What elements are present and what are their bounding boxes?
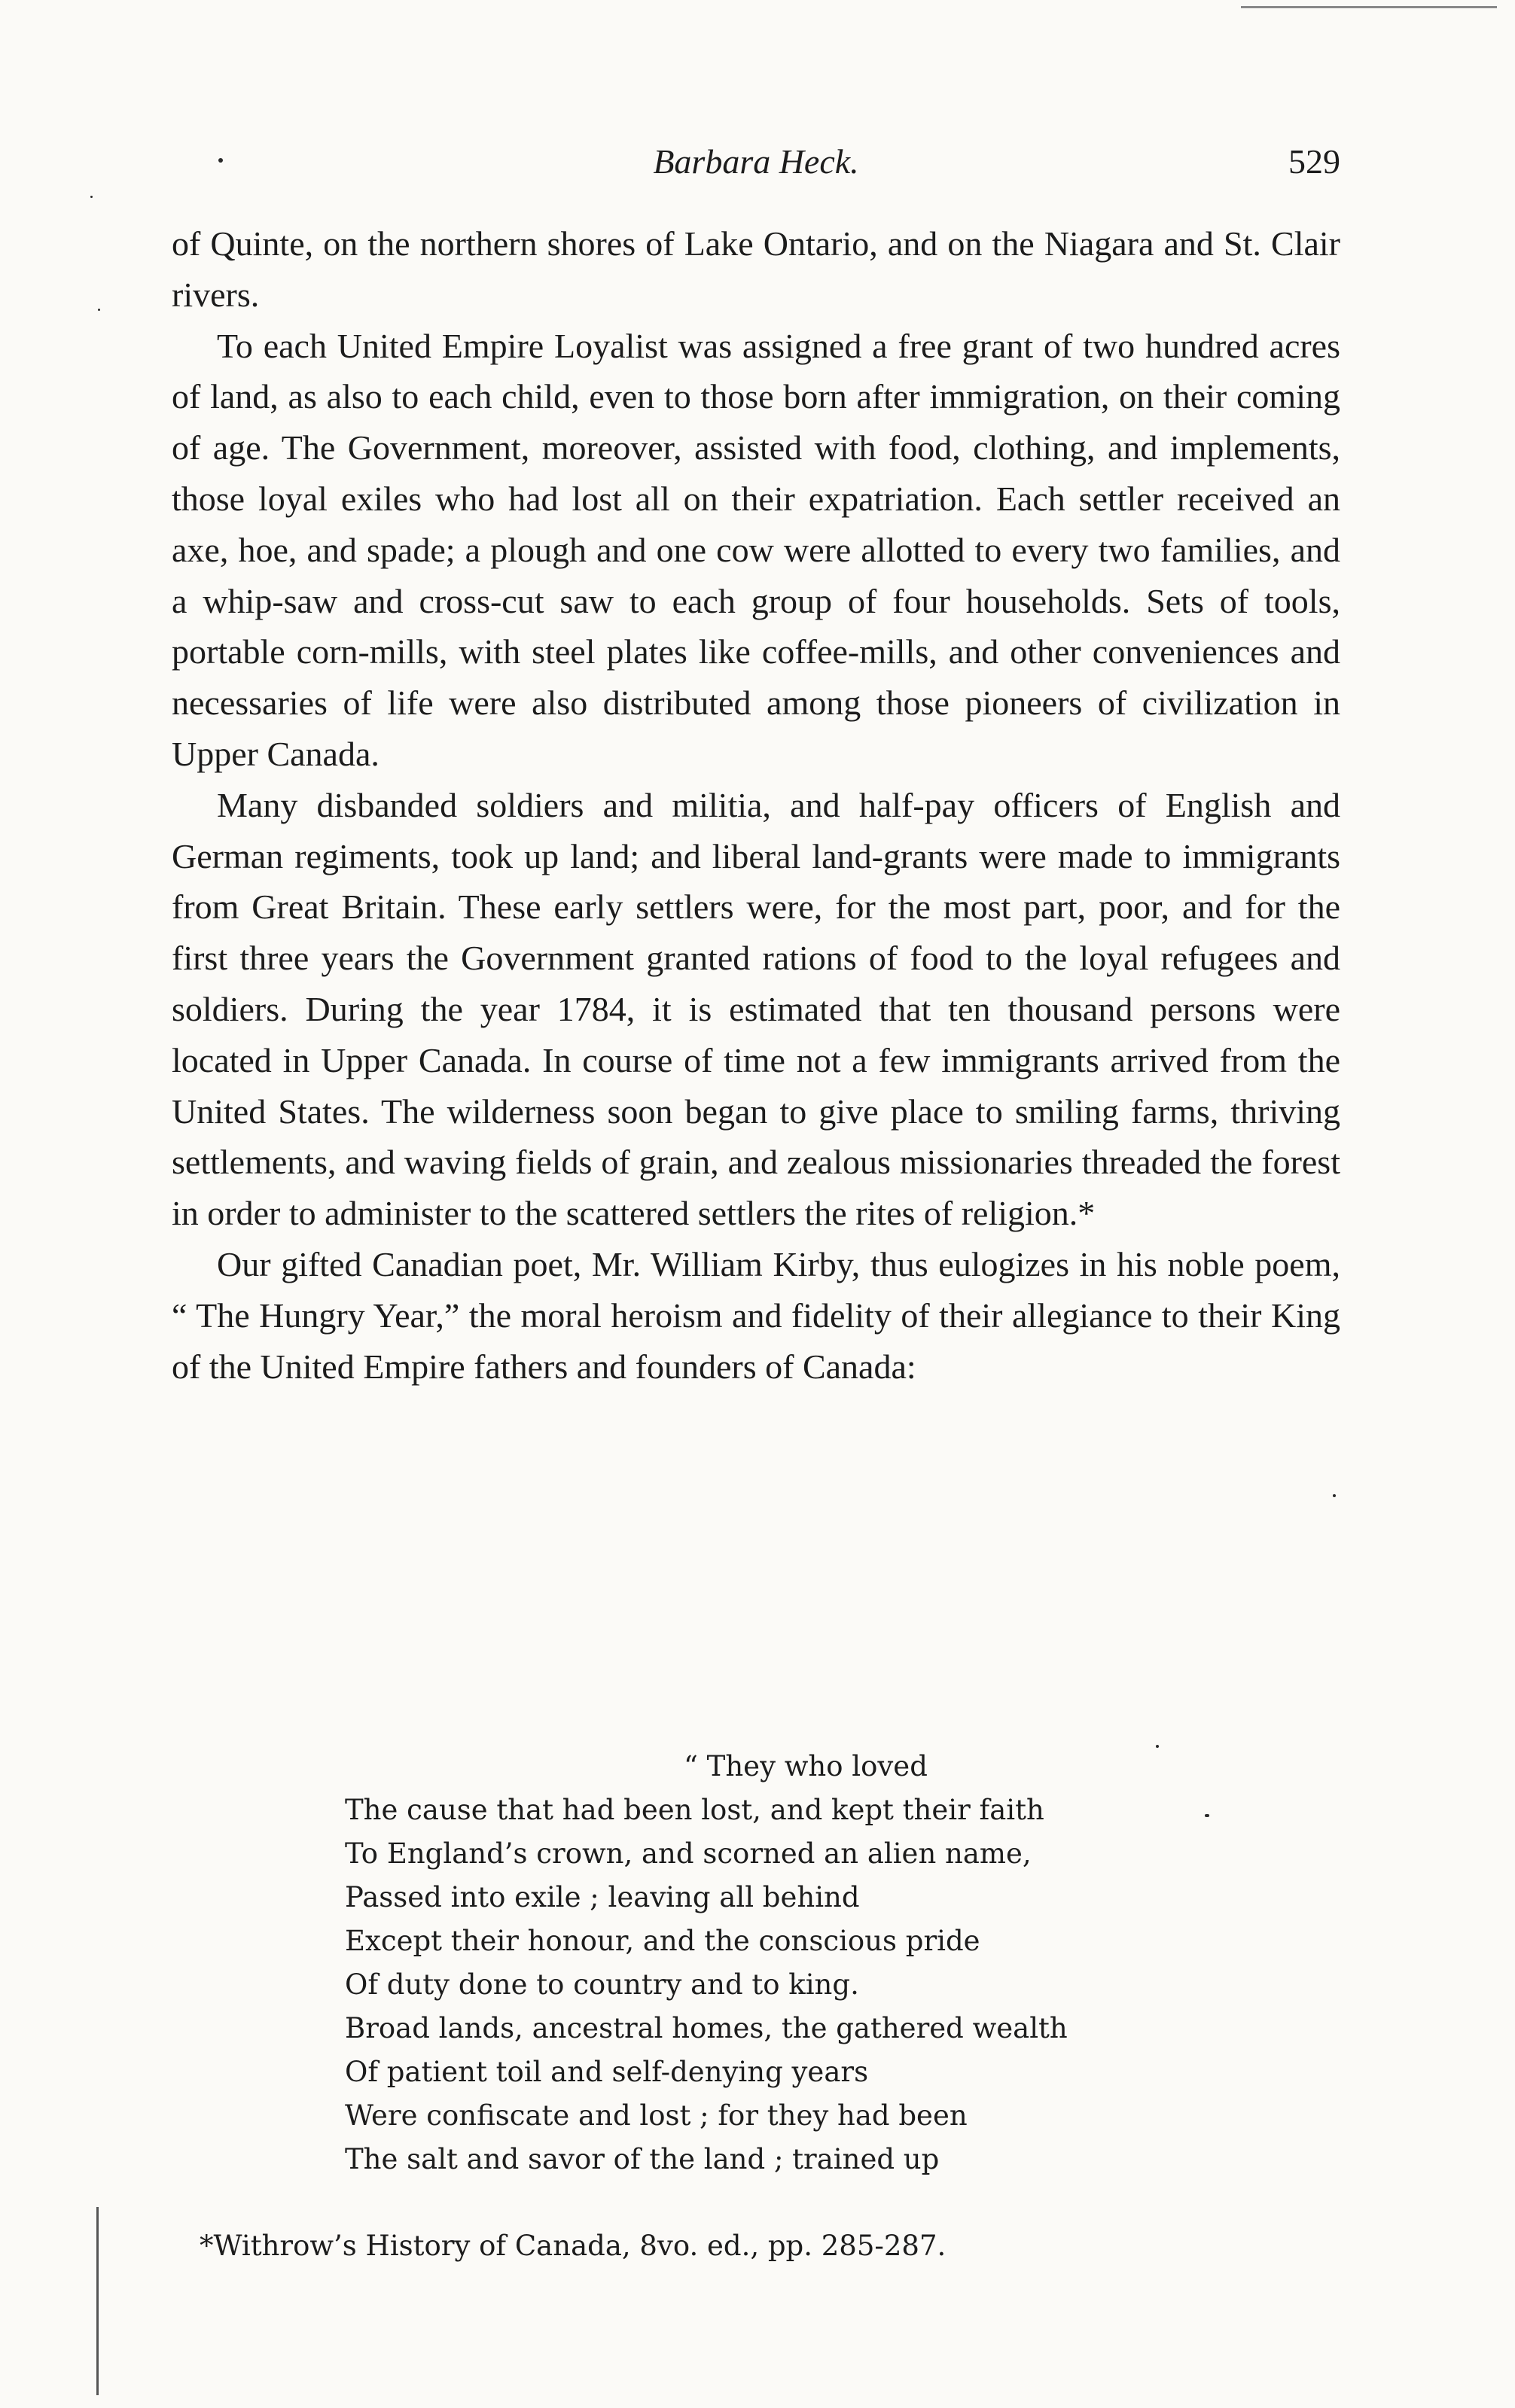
paragraph-land-grants: To each United Empire Loyalist was assigned a free grant of two hundred acres of land, as also to each child, even to those born after immigration, on their coming of age. The Government, moreover, assisted with food, clothing, and implements, those loyal exiles who had lost all on their expatriation. Each settler received an axe, hoe, and spade; a plough and one cow were allotted to every two families, and a whip-saw and cross-cut saw to each group of four households. Sets of tools, portable corn-mills, with steel plates like coffee-mills, and other conveniences and necessaries of life were also distributed among those pioneers of civilization in Upper Canada. [172, 326, 1340, 773]
footnote: *Withrow’s History of Canada, 8vo. ed., pp. 285-287. [200, 2230, 946, 2262]
speck-mark [1156, 1745, 1159, 1748]
poem-quotation [345, 1745, 1248, 2181]
scan-edge-rule [1241, 6, 1497, 8]
speck-mark [90, 196, 93, 198]
page-header [172, 135, 1340, 188]
gutter-shadow-line [96, 2207, 99, 2395]
speck-mark [98, 309, 100, 311]
paragraph-settlers: Many disbanded soldiers and militia, and half-pay officers of English and German regiments, took up land; and liberal land-grants were made to immigrants from Great Britain. These early settlers were, for the most part, poor, and for the first three years the Government granted rations of food to the loyal refugees and soldiers. During the year 1784, it is estimated that ten thousand persons were located in Upper Canada. In course of time not a few immigrants arrived from the United States. The wilderness soon began to give place to smiling farms, thriving settlements, and waving fields of grain, and zealous missionaries threaded the forest in order to administer to the scattered settlers the rites of religion.* [172, 785, 1340, 1233]
poem-line: Broad lands, ancestral homes, the gathered wealth [345, 2012, 1068, 2044]
poem-line: Of duty done to country and to king. [345, 1968, 859, 2001]
poem-line: Were confiscate and lost ; for they had been [345, 2099, 968, 2132]
speck-mark [218, 158, 223, 163]
poem-line: Of patient toil and self-denying years [345, 2056, 869, 2088]
speck-mark [1205, 1814, 1209, 1817]
page-number: 529 [1288, 142, 1340, 181]
body-text [172, 218, 1340, 1392]
poem-line: “ They who loved [684, 1750, 928, 1782]
poem-line: The cause that had been lost, and kept their faith [345, 1794, 1044, 1826]
speck-mark [1333, 1494, 1336, 1497]
poem-line: The salt and savor of the land ; trained up [345, 2143, 940, 2175]
poem-line: Passed into exile ; leaving all behind [345, 1881, 860, 1913]
running-title: Barbara Heck. [653, 142, 859, 181]
poem-line: To England’s crown, and scorned an alien name, [345, 1837, 1032, 1870]
paragraph-continuation: of Quinte, on the northern shores of Lake Ontario, and on the Niagara and St. Clair rivers. [172, 224, 1340, 314]
poem-line: Except their honour, and the conscious pride [345, 1925, 980, 1957]
paragraph-poet-intro: Our gifted Canadian poet, Mr. William Kirby, thus eulogizes in his noble poem, “ The Hungry Year,” the moral heroism and fidelity of their allegiance to their King of the United Empire fathers and founders of Canada: [172, 1244, 1340, 1386]
